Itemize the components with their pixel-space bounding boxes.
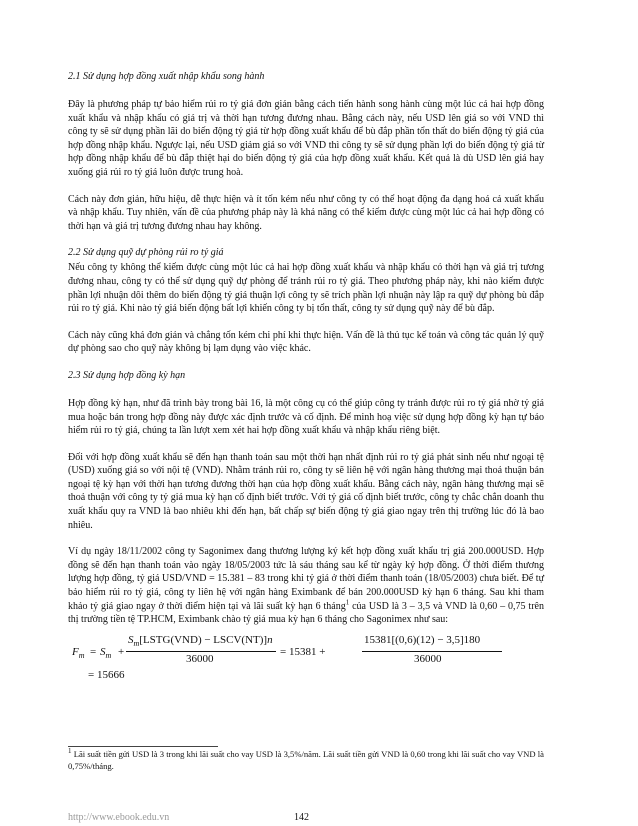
eq-plus: + — [118, 645, 125, 658]
paragraph: Cách này cũng khá đơn giản và chẳng tốn kém chi phí khi thực hiện. Vấn đề là thủ tục kế toán và công tác quản lý quỹ dự phòng sao cho quỹ này không bị lạm dụng vào việc khác. — [68, 329, 544, 355]
footnote-text: Lãi suất tiền gửi USD là 3 trong khi lãi suất cho vay USD là 3,5%/năm. Lãi suất tiền gửi VND là 0,60 trong khi lãi suất cho vay VND là 0,75%/tháng. — [68, 749, 544, 771]
page-footer — [68, 812, 544, 826]
eq-spot: $S_m$ — [100, 645, 112, 660]
forward-rate-equation — [68, 631, 544, 679]
eq-numerator-2: 15381[(0,6)(12) − 3,5]180 — [364, 633, 481, 646]
eq-numerator-1: $S_m[LSTG(VND)$ − LSCV(NT)]n — [128, 633, 273, 648]
paragraph: Hợp đồng kỳ hạn, như đã trình bày trong bài 16, là một công cụ có thể giúp công ty tránh được rủi ro tỷ giá nhờ tỷ giá mua hoặc bán trong hợp đồng này được xác định trước và cố định. Để minh hoạ việc sử dụng hợp đồng kỳ hạn tự bảo hiểm rủi ro tỷ giá, chúng ta lần lượt xem xét hai hợp đồng xuất khẩu và nhập khẩu riêng biệt. — [68, 397, 544, 437]
fraction-bar-2 — [362, 651, 502, 652]
footnote-ref: 1 — [345, 598, 350, 607]
paragraph-example — [68, 545, 544, 627]
fraction-bar-1 — [126, 651, 276, 652]
paragraph: Đối với hợp đồng xuất khẩu sẽ đến hạn thanh toán sau một thời hạn nhất định rủi ro tỷ giá phát sinh nếu như ngoại tệ (USD) xuống giá so với nội tệ (VND). Nhằm tránh rủi ro, công ty sẽ liên hệ với ngân hàng thương mại thoả thuận bán ngoại tệ kỳ hạn với thời hạn tương đương thời hạn của hợp đồng xuất khẩu. Bằng cách này, ngân hàng thương mại sẽ thoả thuận với công ty tỷ giá mua kỳ hạn cố định biết trước. Với tỷ giá cố định biết trước, công ty chắc chắn doanh thu xuất khẩu quy ra VND là bao nhiêu khi đến hạn, bất chấp sự biến động tỷ giá giao ngay trên thị trường lúc đó là bao nhiêu. — [68, 451, 544, 531]
eq-equals: = — [90, 645, 97, 658]
footnote-mark: 1 — [68, 747, 72, 756]
example-text-a: Ví dụ ngày 18/11/2002 công ty Sagonimex đang thương lượng ký kết hợp đồng xuất khẩu trị giá 200.000USD. Hợp đồng sẽ đến hạn thanh toán vào ngày 18/05/2003 tức là sáu tháng sau kể từ ngày ký hợp đồng. Ở thời điểm thương lượng hợp đồng, tỷ giá USD/VND = 15.381 – 83 trong khi tỷ giá ở thời điểm thanh toán (18/05/2003) chưa biết. Để tự bảo hiểm rủi ro tỷ giá, công ty liên hệ với ngân hàng Eximbank để bán 200.000USD kỳ hạn 6 tháng. Sau khi tham khảo tỷ giá giao ngay ở thời điểm hiện tại và lãi suất kỳ hạn 6 tháng — [68, 546, 544, 612]
section-title-2-3: 2.3 Sử dụng hợp đồng kỳ hạn — [68, 369, 186, 381]
footnote — [68, 749, 544, 772]
section-title-2-2: 2.2 Sử dụng quỹ dự phòng rủi ro tỷ giá — [68, 247, 224, 259]
eq-denominator-1: 36000 — [186, 652, 214, 665]
eq-lhs: $F_m$ — [72, 645, 85, 660]
page-body — [68, 70, 544, 771]
page-number: 142 — [294, 812, 309, 823]
footer-url: http://www.ebook.edu.vn — [68, 812, 170, 823]
section-title-2-1: 2.1 Sử dụng hợp đồng xuất nhập khẩu song hành — [68, 71, 265, 82]
eq-denominator-2: 36000 — [414, 652, 442, 665]
eq-result: = 15666 — [88, 668, 125, 681]
paragraph: Đây là phương pháp tự bảo hiểm rủi ro tỷ giá đơn giản bằng cách tiến hành song hành cùng một lúc cả hai hợp đồng xuất khẩu và nhập khẩu có giá trị và thời hạn tương đương nhau. Bằng cách này, nếu USD lên giá so với VND thì công ty sẽ sử dụng phần lãi do biến động tỷ giá từ hợp đồng xuất khẩu để bù đắp phần tổn thất do biến động tỷ giá của hợp đồng nhập khẩu. Ngược lại, nếu USD giảm giá so với VND thì công ty sẽ sử dụng phần lợi do biến động tỷ giá từ hợp đồng nhập khẩu để bù đắp thiệt hại do biến động tỷ giá của hợp đồng xuất khẩu. Kết quả là dù USD lên giá hay xuống giá rủi ro tỷ giá luôn được trung hoà. — [68, 99, 544, 178]
paragraph: Nếu công ty không thể kiếm được cùng một lúc cả hai hợp đồng xuất khẩu và nhập khẩu có thời hạn và giá trị tương đương nhau, công ty có thể sử dụng quỹ dự phòng để tránh rủi ro tỷ giá. Theo phương pháp này, khi nào kiếm được phần lợi nhuận dôi thêm do biến động tỷ giá thuận lợi công ty sẽ trích phần lợi nhuận này lập ra quỹ dự phòng bù đắp rủi ro tỷ giá. Khi nào tỷ giá biến động bất lợi khiến công ty bị tổn thất, công ty sử dụng quỹ này để bù đắp. — [68, 262, 544, 315]
footnote-divider — [68, 746, 218, 747]
example-text-b: của USD là 3 – 3,5 và VND là 0,60 – 0,75 trên thị trường tiền tệ TP.HCM, Eximbank chào tỷ giá mua kỳ hạn 6 tháng cho Sagonimex như sau: — [68, 600, 544, 626]
paragraph: Cách này đơn giản, hữu hiệu, dễ thực hiện và ít tốn kém nếu như công ty có thể hoạt động đa dạng hoá cả xuất khẩu và nhập khẩu. Tuy nhiên, vấn đề của phương pháp này là khả năng có thể kiếm được cùng một lúc cả hai hợp đồng có thời hạn và giá trị tương đương nhau hay không. — [68, 193, 544, 232]
eq-equals-2: = 15381 + — [280, 645, 326, 658]
